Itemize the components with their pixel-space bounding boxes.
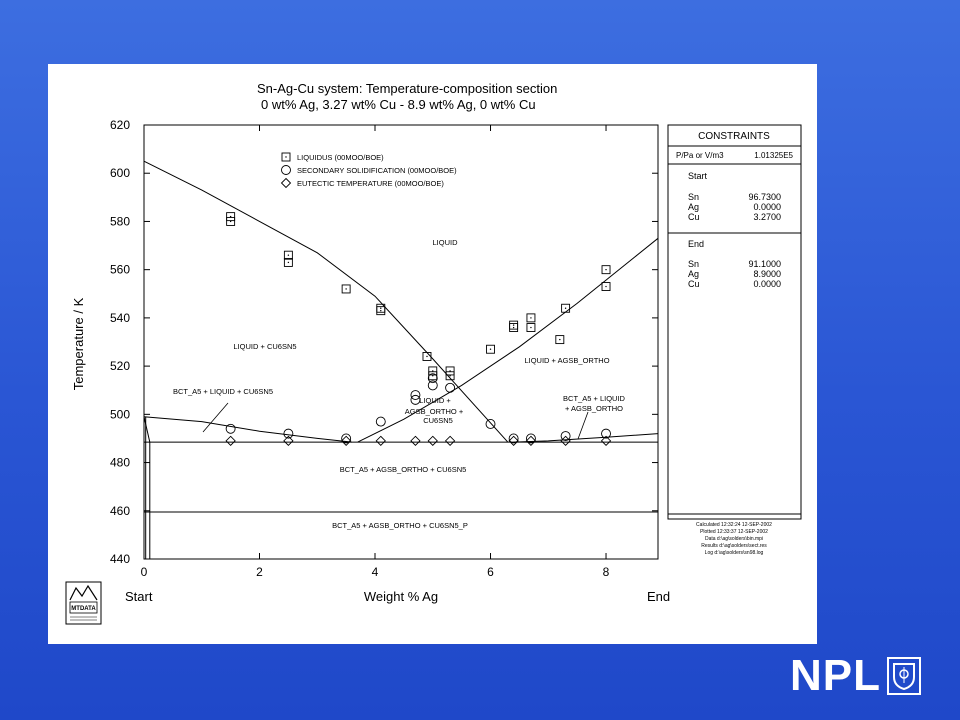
phase-diagram-chart	[48, 64, 817, 644]
region-label: BCT_A5 + AGSB_ORTHO + CU6SN5_P	[332, 521, 468, 530]
legend-circle-marker	[282, 166, 291, 175]
end-el: Sn	[688, 259, 700, 269]
phase-boundary-line	[144, 417, 352, 442]
square-marker-dot	[565, 308, 566, 309]
y-tick-label: 600	[109, 166, 130, 181]
x-tick-label: 8	[602, 565, 610, 579]
footer-line: Data d:\ag\solders\bin.mpi	[704, 536, 764, 542]
footer-line: Calculated 12:32:24 12-SEP-2002	[696, 522, 772, 528]
square-marker-dot	[490, 349, 491, 350]
square-marker-dot	[432, 375, 433, 376]
start-val: 96.7300	[748, 192, 781, 202]
start-el: Ag	[688, 202, 700, 212]
region-label: BCT_A5 + LIQUID	[563, 394, 625, 403]
legend-label: LIQUIDUS (00MOO/BOE)	[297, 153, 384, 162]
square-marker-dot	[605, 269, 606, 270]
footer-line: Plotted 12:33:37 12-SEP-2002	[700, 529, 768, 535]
region-label: LIQUID +	[419, 396, 451, 405]
square-marker-dot	[513, 324, 514, 325]
phase-boundary-line	[144, 161, 508, 442]
x-axis-label: Weight % Ag	[363, 589, 439, 604]
square-marker-dot	[230, 221, 231, 222]
square-marker-dot	[513, 327, 514, 328]
region-labels	[173, 238, 626, 530]
mtdata-logo-text: MTDATA	[71, 606, 96, 612]
square-marker-dot	[426, 356, 427, 357]
end-val: 8.9000	[753, 269, 781, 279]
chart-panel	[48, 64, 817, 644]
diamond-marker	[376, 436, 385, 445]
square-marker-dot	[449, 375, 450, 376]
legend-square-marker-dot	[285, 156, 286, 157]
square-marker-dot	[380, 310, 381, 311]
end-val: 91.1000	[748, 259, 781, 269]
square-marker-dot	[380, 308, 381, 309]
end-title: End	[688, 239, 705, 249]
pointer-line-left	[203, 403, 228, 432]
y-tick-label: 460	[109, 503, 130, 518]
x-tick-label: 4	[371, 565, 379, 579]
chart-title: Sn-Ag-Cu system: Temperature-composition section	[257, 81, 558, 96]
chart-subtitle: 0 wt% Ag, 3.27 wt% Cu - 8.9 wt% Ag, 0 wt% Cu	[261, 97, 536, 112]
mtdata-logo	[66, 582, 101, 624]
square-marker-dot	[559, 339, 560, 340]
circle-marker	[226, 424, 235, 433]
end-el: Ag	[688, 269, 700, 279]
diamond-marker	[509, 436, 518, 445]
region-label: AGSB_ORTHO +	[404, 407, 464, 416]
diamond-marker	[226, 436, 235, 445]
region-label: CU6SN5	[423, 416, 453, 425]
footer-line: Log d:\ag\solders\sn98.log	[704, 550, 764, 556]
pressure-label: P/Pa or V/m3	[676, 151, 724, 160]
start-val: 3.2700	[753, 212, 781, 222]
y-tick-label: 520	[109, 359, 130, 374]
y-tick-label: 620	[109, 118, 130, 132]
region-label: LIQUID + CU6SN5	[233, 342, 297, 351]
legend-diamond-marker	[282, 179, 291, 188]
phase-boundary-line	[144, 417, 150, 559]
end-el: Cu	[688, 279, 700, 289]
region-label: BCT_A5 + LIQUID + CU6SN5	[172, 387, 274, 396]
legend-label: EUTECTIC TEMPERATURE (00MOO/BOE)	[297, 179, 444, 188]
diamond-marker	[446, 436, 455, 445]
crest-icon	[887, 657, 921, 695]
region-label: + AGSB_ORTHO	[564, 404, 624, 413]
footer-line: Results d:\ag\solders\sect.res	[701, 543, 767, 549]
x-start-label: Start	[125, 589, 153, 604]
constraints-title: CONSTRAINTS	[698, 131, 770, 142]
legend-label: SECONDARY SOLIDIFICATION (00MOO/BOE)	[297, 166, 457, 175]
square-marker-dot	[530, 317, 531, 318]
region-label: LIQUID	[432, 238, 458, 247]
constraints-panel	[668, 125, 801, 556]
x-tick-label: 2	[256, 565, 263, 579]
pressure-value: 1.01325E5	[754, 151, 793, 160]
start-el: Cu	[688, 212, 700, 222]
x-tick-label: 6	[487, 565, 494, 579]
start-el: Sn	[688, 192, 700, 202]
y-tick-label: 580	[109, 214, 130, 229]
circle-marker	[486, 419, 495, 428]
start-val: 0.0000	[753, 202, 781, 212]
square-marker-dot	[345, 288, 346, 289]
region-label: BCT_A5 + AGSB_ORTHO + CU6SN5	[339, 465, 467, 474]
end-val: 0.0000	[753, 279, 781, 289]
y-tick-label: 440	[109, 552, 130, 566]
npl-logo-text: NPL	[790, 651, 881, 700]
square-marker-dot	[605, 286, 606, 287]
x-end-label: End	[647, 589, 671, 604]
constraints-box	[668, 125, 801, 519]
square-marker-dot	[530, 327, 531, 328]
diamond-marker	[411, 436, 420, 445]
diamond-marker	[428, 436, 437, 445]
y-axis-label: Temperature / K	[71, 297, 86, 391]
diamond-marker	[526, 436, 535, 445]
region-label: LIQUID + AGSB_ORTHO	[524, 356, 610, 365]
x-ticks	[141, 125, 610, 579]
legend	[282, 153, 458, 188]
pointer-line-right	[578, 412, 588, 439]
x-tick-label: 0	[140, 565, 148, 579]
y-tick-label: 560	[109, 262, 130, 277]
y-tick-label: 500	[109, 407, 130, 422]
start-title: Start	[688, 171, 708, 181]
square-marker-dot	[288, 255, 289, 256]
y-tick-label: 540	[109, 310, 130, 325]
y-tick-label: 480	[109, 455, 130, 470]
circle-marker	[446, 383, 455, 392]
plot-frame	[144, 125, 658, 559]
square-marker-dot	[288, 262, 289, 263]
npl-logo	[790, 651, 921, 700]
circle-marker	[376, 417, 385, 426]
